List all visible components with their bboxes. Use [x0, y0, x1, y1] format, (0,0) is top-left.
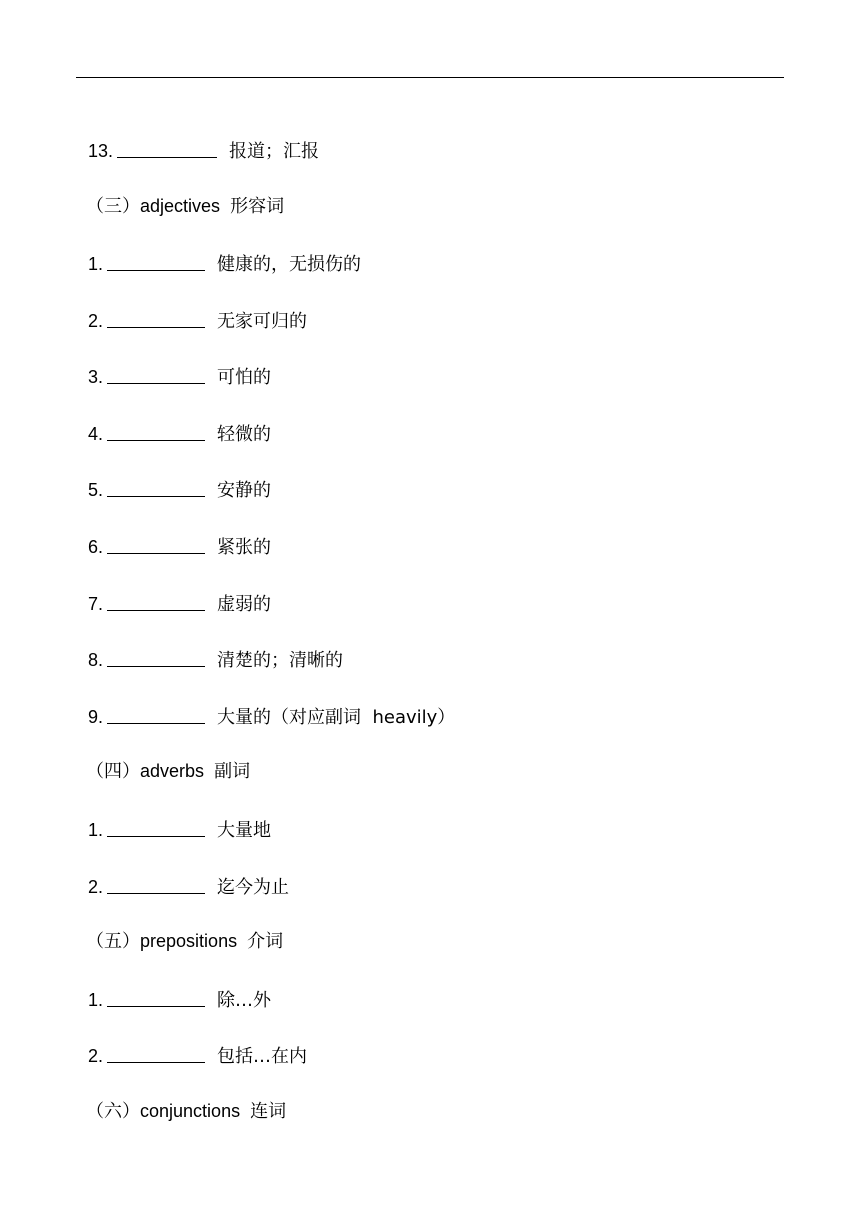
item-meaning: 报道；汇报 — [229, 141, 320, 162]
section-title-en: adverbs — [140, 761, 205, 781]
answer-blank[interactable] — [107, 422, 205, 441]
list-item — [78, 116, 319, 163]
section-title-cn: 介词 — [247, 931, 284, 952]
answer-blank[interactable] — [107, 648, 205, 667]
item-meaning: 紧张的 — [217, 537, 272, 558]
section-title-cn: 连词 — [250, 1101, 287, 1122]
item-number: 1. — [88, 820, 104, 840]
answer-blank[interactable] — [107, 478, 205, 497]
section-title-en: prepositions — [140, 931, 238, 951]
list-item — [78, 569, 271, 616]
answer-blank[interactable] — [107, 705, 205, 724]
item-meaning: 包括…在内 — [217, 1046, 308, 1067]
section-title-cn: 副词 — [214, 761, 251, 782]
answer-blank[interactable] — [107, 592, 205, 611]
item-meaning: 轻微的 — [217, 424, 272, 445]
item-meaning: 大量的（对应副词 heavily） — [217, 707, 456, 728]
list-item — [78, 852, 289, 899]
list-item — [78, 229, 361, 276]
item-number: 2. — [88, 877, 104, 897]
item-meaning: 可怕的 — [217, 367, 272, 388]
section-title-cn: 形容词 — [230, 196, 285, 217]
item-meaning: 除…外 — [217, 990, 272, 1011]
answer-blank[interactable] — [107, 365, 205, 384]
answer-blank[interactable] — [107, 309, 205, 328]
section-prefix: （六） — [86, 1101, 141, 1122]
item-number: 1. — [88, 254, 104, 274]
section-prefix: （五） — [86, 931, 141, 952]
list-item — [78, 795, 271, 842]
item-number: 2. — [88, 311, 104, 331]
item-meaning: 迄今为止 — [217, 877, 290, 898]
answer-blank[interactable] — [107, 875, 205, 894]
list-item — [78, 1021, 307, 1068]
section-prefix: （三） — [86, 196, 141, 217]
answer-blank[interactable] — [107, 1044, 205, 1063]
item-number: 13. — [88, 141, 114, 161]
item-meaning: 健康的，无损伤的 — [217, 254, 362, 275]
list-item — [78, 455, 271, 502]
item-meaning: 清楚的；清晰的 — [217, 650, 344, 671]
list-item — [78, 286, 307, 333]
item-meaning: 大量地 — [217, 820, 272, 841]
item-number: 2. — [88, 1046, 104, 1066]
section-prefix: （四） — [86, 761, 141, 782]
item-meaning: 安静的 — [217, 480, 272, 501]
item-number: 5. — [88, 480, 104, 500]
answer-blank[interactable] — [107, 988, 205, 1007]
list-item — [78, 965, 271, 1012]
item-meaning: 无家可归的 — [217, 311, 308, 332]
list-item — [78, 682, 455, 729]
section-heading — [76, 908, 283, 953]
answer-blank[interactable] — [107, 535, 205, 554]
item-number: 8. — [88, 650, 104, 670]
item-meaning: 虚弱的 — [217, 594, 272, 615]
answer-blank[interactable] — [107, 252, 205, 271]
list-item — [78, 342, 271, 389]
section-heading — [76, 738, 250, 783]
item-number: 1. — [88, 990, 104, 1010]
item-number: 7. — [88, 594, 104, 614]
section-heading — [76, 173, 284, 218]
item-number: 4. — [88, 424, 104, 444]
answer-blank[interactable] — [117, 139, 217, 158]
answer-blank[interactable] — [107, 818, 205, 837]
list-item — [78, 512, 271, 559]
item-number: 3. — [88, 367, 104, 387]
header-rule — [76, 77, 784, 78]
section-title-en: conjunctions — [140, 1101, 241, 1121]
list-item — [78, 625, 343, 672]
section-heading — [76, 1078, 286, 1123]
item-number: 6. — [88, 537, 104, 557]
section-title-en: adjectives — [140, 196, 221, 216]
item-number: 9. — [88, 707, 104, 727]
list-item — [78, 399, 271, 446]
